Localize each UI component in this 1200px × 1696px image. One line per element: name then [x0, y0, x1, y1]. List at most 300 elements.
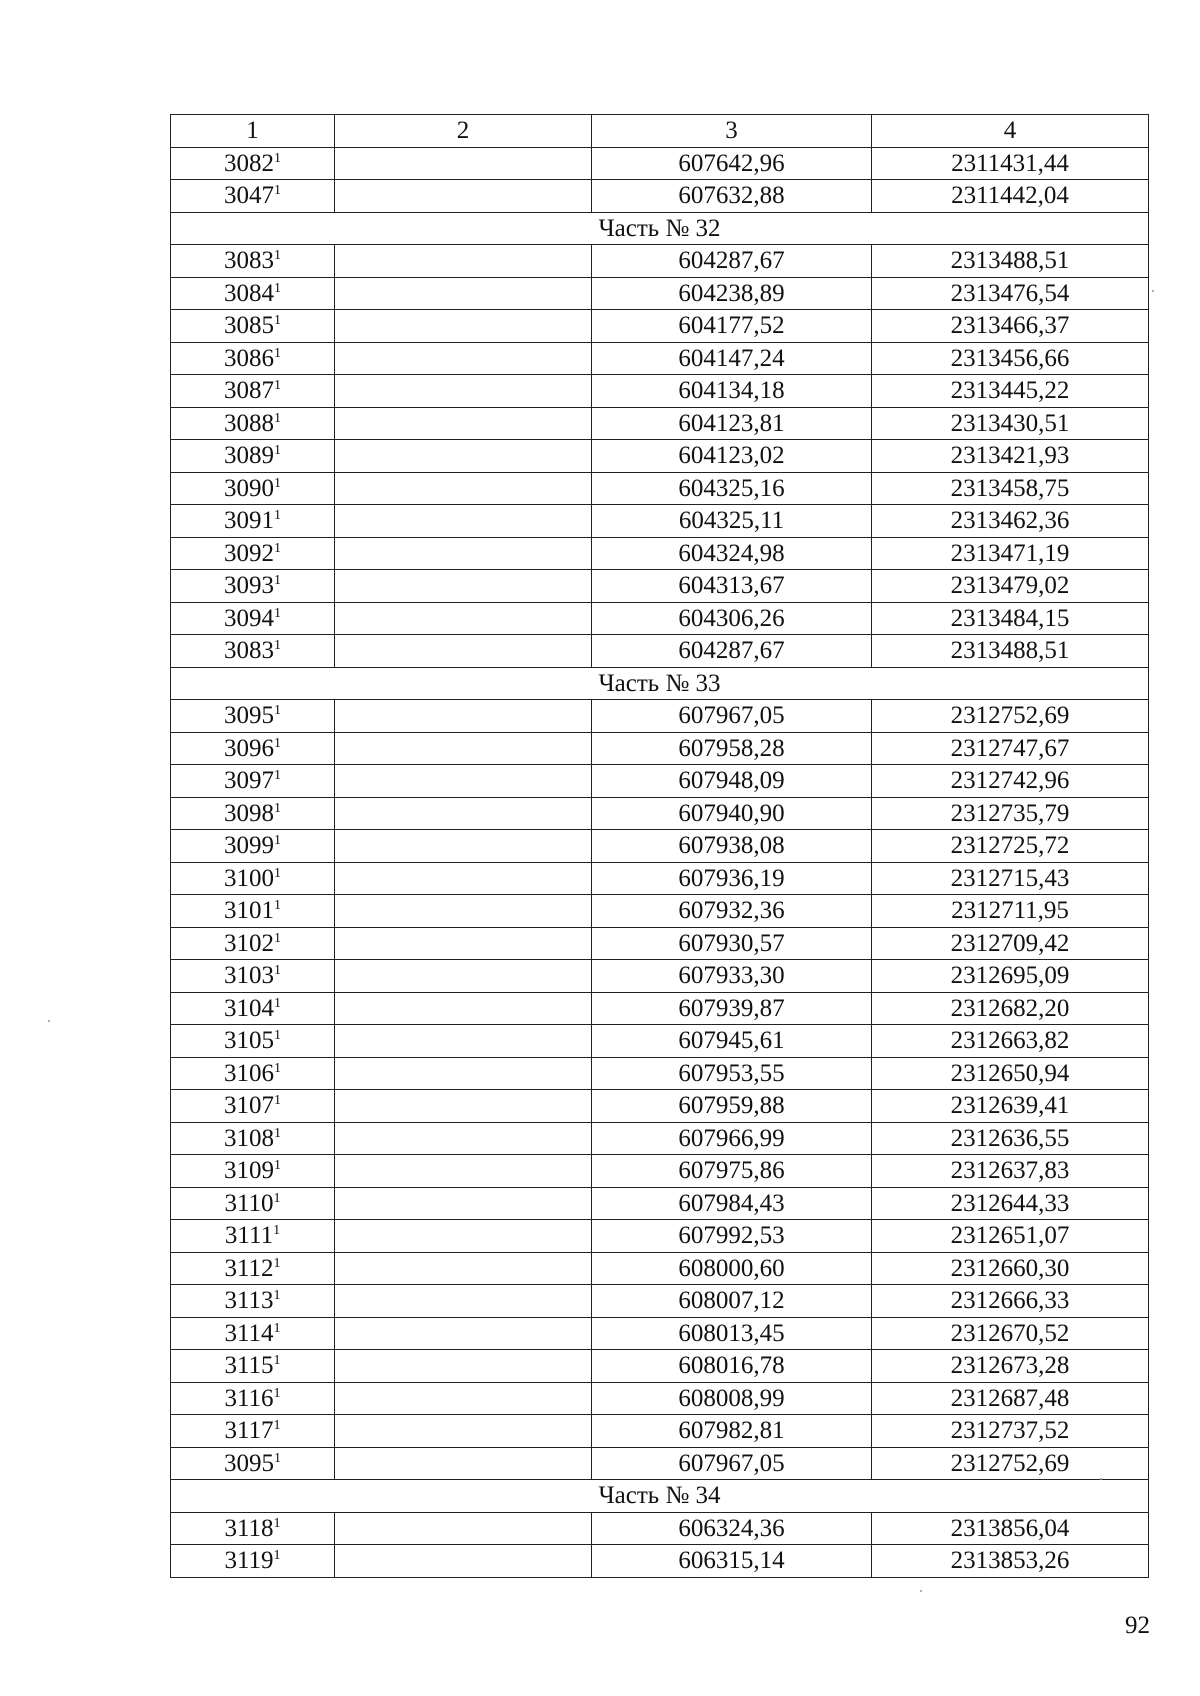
point-number-superscript: 1 — [274, 1125, 281, 1141]
table-row — [171, 862, 1149, 895]
coordinate-x-cell: 607642,96 — [592, 147, 872, 180]
point-number-cell — [171, 1155, 335, 1188]
point-number: 3085 — [224, 312, 274, 340]
point-number-cell — [171, 472, 335, 505]
coordinate-x-cell: 607948,09 — [592, 765, 872, 798]
scan-speck — [1100, 1478, 1102, 1480]
coordinate-y-cell: 2312752,69 — [872, 1447, 1149, 1480]
table-row — [171, 147, 1149, 180]
coordinate-x-cell: 607632,88 — [592, 180, 872, 213]
point-number: 3109 — [224, 1157, 274, 1185]
point-number: 3114 — [224, 1319, 274, 1347]
point-number-cell — [171, 277, 335, 310]
point-number-cell — [171, 537, 335, 570]
point-number-superscript: 1 — [274, 833, 281, 849]
table-row — [171, 635, 1149, 668]
point-number-cell — [171, 862, 335, 895]
empty-cell — [335, 1317, 592, 1350]
empty-cell — [335, 1545, 592, 1578]
table-row — [171, 1155, 1149, 1188]
point-number: 3108 — [224, 1124, 274, 1152]
table-row — [171, 1187, 1149, 1220]
table-row — [171, 1220, 1149, 1253]
coordinate-y-cell: 2312636,55 — [872, 1122, 1149, 1155]
coordinate-y-cell: 2313462,36 — [872, 505, 1149, 538]
coordinate-x-cell: 607939,87 — [592, 992, 872, 1025]
point-number-superscript: 1 — [274, 443, 281, 459]
section-row — [171, 212, 1149, 245]
point-number-cell — [171, 310, 335, 343]
empty-cell — [335, 700, 592, 733]
empty-cell — [335, 895, 592, 928]
table-row — [171, 927, 1149, 960]
point-number: 3098 — [224, 799, 274, 827]
point-number-superscript: 1 — [273, 1385, 281, 1401]
coordinate-y-cell: 2313456,66 — [872, 342, 1149, 375]
coordinate-y-cell: 2313430,51 — [872, 407, 1149, 440]
point-number-cell — [171, 830, 335, 863]
table-row — [171, 375, 1149, 408]
empty-cell — [335, 147, 592, 180]
empty-cell — [335, 1122, 592, 1155]
coordinate-y-cell: 2312637,83 — [872, 1155, 1149, 1188]
coordinate-y-cell: 2312666,33 — [872, 1285, 1149, 1318]
section-title: Часть № 34 — [171, 1480, 1149, 1513]
coordinate-x-cell: 604287,67 — [592, 245, 872, 278]
point-number: 3093 — [224, 572, 274, 600]
point-number-superscript: 1 — [273, 1190, 281, 1206]
scan-speck — [48, 1020, 50, 1022]
empty-cell — [335, 765, 592, 798]
empty-cell — [335, 797, 592, 830]
point-number-cell — [171, 1285, 335, 1318]
coordinate-y-cell: 2311442,04 — [872, 180, 1149, 213]
coordinate-x-cell: 607992,53 — [592, 1220, 872, 1253]
point-number-cell — [171, 147, 335, 180]
coordinate-x-cell: 607984,43 — [592, 1187, 872, 1220]
point-number-cell — [171, 992, 335, 1025]
coordinates-table — [170, 114, 1149, 1578]
point-number-superscript: 1 — [274, 573, 281, 589]
table-row — [171, 505, 1149, 538]
empty-cell — [335, 830, 592, 863]
coordinate-y-cell: 2313856,04 — [872, 1512, 1149, 1545]
point-number-superscript: 1 — [274, 280, 281, 296]
point-number: 3095 — [224, 702, 274, 730]
coordinate-x-cell: 607930,57 — [592, 927, 872, 960]
empty-cell — [335, 1350, 592, 1383]
table-row — [171, 1415, 1149, 1448]
point-number-superscript: 1 — [274, 1060, 281, 1076]
empty-cell — [335, 732, 592, 765]
point-number-cell — [171, 1317, 335, 1350]
coordinate-x-cell: 606315,14 — [592, 1545, 872, 1578]
point-number-cell — [171, 732, 335, 765]
coordinate-y-cell: 2312644,33 — [872, 1187, 1149, 1220]
coordinate-y-cell: 2312663,82 — [872, 1025, 1149, 1058]
coordinate-x-cell: 607933,30 — [592, 960, 872, 993]
table-row — [171, 830, 1149, 863]
empty-cell — [335, 537, 592, 570]
coordinate-y-cell: 2312747,67 — [872, 732, 1149, 765]
point-number-superscript: 1 — [274, 1028, 281, 1044]
point-number-superscript: 1 — [273, 1288, 281, 1304]
point-number-cell — [171, 602, 335, 635]
coordinate-y-cell: 2312650,94 — [872, 1057, 1149, 1090]
coordinate-y-cell: 2312725,72 — [872, 830, 1149, 863]
header-cell-2: 2 — [335, 115, 592, 148]
point-number-cell — [171, 1122, 335, 1155]
point-number-superscript: 1 — [274, 1450, 281, 1466]
table-row — [171, 1025, 1149, 1058]
coordinate-x-cell: 608000,60 — [592, 1252, 872, 1285]
table-row — [171, 1317, 1149, 1350]
point-number-cell — [171, 1057, 335, 1090]
table-row — [171, 895, 1149, 928]
point-number-superscript: 1 — [273, 1320, 281, 1336]
point-number-superscript: 1 — [274, 183, 281, 199]
empty-cell — [335, 602, 592, 635]
empty-cell — [335, 1447, 592, 1480]
empty-cell — [335, 1285, 592, 1318]
header-row — [171, 115, 1149, 148]
coordinate-y-cell: 2312715,43 — [872, 862, 1149, 895]
table-row — [171, 1057, 1149, 1090]
header-cell-3: 3 — [592, 115, 872, 148]
empty-cell — [335, 1187, 592, 1220]
point-number-cell — [171, 1545, 335, 1578]
table-row — [171, 960, 1149, 993]
point-number: 3083 — [224, 637, 274, 665]
coordinate-y-cell: 2312695,09 — [872, 960, 1149, 993]
point-number-cell — [171, 1415, 335, 1448]
point-number-superscript: 1 — [274, 865, 281, 881]
coordinate-y-cell: 2313488,51 — [872, 635, 1149, 668]
empty-cell — [335, 960, 592, 993]
coordinate-y-cell: 2312687,48 — [872, 1382, 1149, 1415]
point-number: 3106 — [224, 1059, 274, 1087]
point-number-cell — [171, 505, 335, 538]
coordinate-y-cell: 2312651,07 — [872, 1220, 1149, 1253]
section-title: Часть № 33 — [171, 667, 1149, 700]
coordinate-y-cell: 2313488,51 — [872, 245, 1149, 278]
point-number-superscript: 1 — [274, 735, 281, 751]
coordinate-x-cell: 607959,88 — [592, 1090, 872, 1123]
point-number-cell — [171, 245, 335, 278]
point-number-cell — [171, 1382, 335, 1415]
point-number: 3116 — [224, 1384, 274, 1412]
table-row — [171, 407, 1149, 440]
point-number-superscript: 1 — [274, 703, 281, 719]
coordinate-y-cell: 2313458,75 — [872, 472, 1149, 505]
coordinate-x-cell: 604306,26 — [592, 602, 872, 635]
coordinate-y-cell: 2312673,28 — [872, 1350, 1149, 1383]
point-number: 3097 — [224, 767, 274, 795]
table-row — [171, 602, 1149, 635]
empty-cell — [335, 310, 592, 343]
point-number: 3084 — [224, 279, 274, 307]
coordinate-x-cell: 608008,99 — [592, 1382, 872, 1415]
coordinate-x-cell: 604324,98 — [592, 537, 872, 570]
table-body — [171, 147, 1149, 1577]
point-number-cell — [171, 895, 335, 928]
coordinate-y-cell: 2313471,19 — [872, 537, 1149, 570]
coordinate-x-cell: 608013,45 — [592, 1317, 872, 1350]
empty-cell — [335, 1252, 592, 1285]
header-cell-4: 4 — [872, 115, 1149, 148]
point-number: 3110 — [224, 1189, 274, 1217]
point-number-cell — [171, 1512, 335, 1545]
table-row — [171, 472, 1149, 505]
empty-cell — [335, 505, 592, 538]
table-row — [171, 1285, 1149, 1318]
point-number-cell — [171, 1220, 335, 1253]
point-number-superscript: 1 — [274, 638, 281, 654]
point-number: 3096 — [224, 734, 274, 762]
point-number-cell — [171, 375, 335, 408]
point-number: 3047 — [224, 182, 274, 210]
table-row — [171, 1090, 1149, 1123]
point-number-superscript: 1 — [274, 345, 281, 361]
point-number: 3107 — [224, 1092, 274, 1120]
empty-cell — [335, 1155, 592, 1188]
point-number-superscript: 1 — [274, 930, 281, 946]
point-number: 3095 — [224, 1449, 274, 1477]
point-number-superscript: 1 — [274, 508, 281, 524]
table-row — [171, 732, 1149, 765]
point-number: 3105 — [224, 1027, 274, 1055]
empty-cell — [335, 927, 592, 960]
table-row — [171, 310, 1149, 343]
coordinate-y-cell: 2312737,52 — [872, 1415, 1149, 1448]
point-number-superscript: 1 — [274, 1158, 281, 1174]
point-number: 3103 — [224, 962, 274, 990]
coordinate-y-cell: 2312639,41 — [872, 1090, 1149, 1123]
point-number-superscript: 1 — [274, 800, 281, 816]
coordinate-y-cell: 2313479,02 — [872, 570, 1149, 603]
point-number: 3092 — [224, 539, 274, 567]
coordinate-x-cell: 604123,02 — [592, 440, 872, 473]
point-number: 3091 — [224, 507, 274, 535]
coordinate-x-cell: 607958,28 — [592, 732, 872, 765]
point-number: 3112 — [224, 1254, 274, 1282]
coordinate-y-cell: 2313466,37 — [872, 310, 1149, 343]
point-number: 3100 — [224, 864, 274, 892]
empty-cell — [335, 1382, 592, 1415]
point-number-superscript: 1 — [273, 1353, 281, 1369]
coordinate-x-cell: 604147,24 — [592, 342, 872, 375]
coordinate-x-cell: 604177,52 — [592, 310, 872, 343]
point-number: 3113 — [224, 1287, 274, 1315]
point-number-cell — [171, 797, 335, 830]
empty-cell — [335, 180, 592, 213]
point-number: 3088 — [224, 409, 274, 437]
section-row — [171, 1480, 1149, 1513]
point-number-cell — [171, 440, 335, 473]
table-row — [171, 1350, 1149, 1383]
section-title: Часть № 32 — [171, 212, 1149, 245]
point-number-cell — [171, 1187, 335, 1220]
table-row — [171, 245, 1149, 278]
coordinate-x-cell: 604123,81 — [592, 407, 872, 440]
point-number-superscript: 1 — [274, 768, 281, 784]
point-number-cell — [171, 1447, 335, 1480]
coordinate-y-cell: 2312735,79 — [872, 797, 1149, 830]
coordinate-x-cell: 608016,78 — [592, 1350, 872, 1383]
point-number-superscript: 1 — [274, 313, 281, 329]
coordinate-x-cell: 604325,16 — [592, 472, 872, 505]
coordinate-x-cell: 607966,99 — [592, 1122, 872, 1155]
page-number: 92 — [1125, 1612, 1150, 1639]
empty-cell — [335, 635, 592, 668]
empty-cell — [335, 992, 592, 1025]
coordinate-x-cell: 607936,19 — [592, 862, 872, 895]
point-number: 3089 — [224, 442, 274, 470]
coordinate-y-cell: 2311431,44 — [872, 147, 1149, 180]
point-number: 3111 — [224, 1222, 274, 1250]
coordinate-y-cell: 2312709,42 — [872, 927, 1149, 960]
point-number-cell — [171, 570, 335, 603]
table-row — [171, 1447, 1149, 1480]
coordinate-x-cell: 604325,11 — [592, 505, 872, 538]
coordinate-x-cell: 606324,36 — [592, 1512, 872, 1545]
point-number: 3101 — [224, 897, 274, 925]
point-number-cell — [171, 180, 335, 213]
empty-cell — [335, 407, 592, 440]
point-number-cell — [171, 1350, 335, 1383]
point-number-cell — [171, 635, 335, 668]
coordinate-x-cell: 607975,86 — [592, 1155, 872, 1188]
point-number: 3115 — [224, 1352, 274, 1380]
coordinate-x-cell: 607982,81 — [592, 1415, 872, 1448]
coordinate-x-cell: 607932,36 — [592, 895, 872, 928]
point-number-superscript: 1 — [274, 995, 281, 1011]
scan-speck — [1152, 290, 1154, 292]
coordinate-x-cell: 607940,90 — [592, 797, 872, 830]
table-row — [171, 992, 1149, 1025]
coordinate-x-cell: 608007,12 — [592, 1285, 872, 1318]
coordinate-y-cell: 2312742,96 — [872, 765, 1149, 798]
table-row — [171, 277, 1149, 310]
coordinate-x-cell: 604313,67 — [592, 570, 872, 603]
point-number-superscript: 1 — [274, 1093, 281, 1109]
point-number-superscript: 1 — [273, 1548, 281, 1564]
coordinate-y-cell: 2312682,20 — [872, 992, 1149, 1025]
point-number-cell — [171, 765, 335, 798]
table-row — [171, 1545, 1149, 1578]
point-number: 3082 — [224, 149, 274, 177]
point-number: 3090 — [224, 474, 274, 502]
empty-cell — [335, 375, 592, 408]
point-number: 3083 — [224, 247, 274, 275]
point-number-superscript: 1 — [274, 898, 281, 914]
coordinate-y-cell: 2312660,30 — [872, 1252, 1149, 1285]
point-number-cell — [171, 1252, 335, 1285]
empty-cell — [335, 245, 592, 278]
point-number: 3086 — [224, 344, 274, 372]
table-row — [171, 440, 1149, 473]
table-header — [171, 115, 1149, 148]
coordinate-y-cell: 2313484,15 — [872, 602, 1149, 635]
empty-cell — [335, 1415, 592, 1448]
table-row — [171, 1122, 1149, 1155]
point-number-superscript: 1 — [274, 605, 281, 621]
point-number-superscript: 1 — [274, 378, 281, 394]
coordinate-x-cell: 604134,18 — [592, 375, 872, 408]
point-number: 3104 — [224, 994, 274, 1022]
point-number-superscript: 1 — [274, 540, 281, 556]
empty-cell — [335, 1057, 592, 1090]
coordinate-x-cell: 604238,89 — [592, 277, 872, 310]
coordinate-y-cell: 2313476,54 — [872, 277, 1149, 310]
point-number: 3119 — [224, 1547, 274, 1575]
coordinate-y-cell: 2312670,52 — [872, 1317, 1149, 1350]
point-number-cell — [171, 1090, 335, 1123]
point-number-cell — [171, 700, 335, 733]
empty-cell — [335, 440, 592, 473]
coordinate-y-cell: 2312752,69 — [872, 700, 1149, 733]
empty-cell — [335, 472, 592, 505]
point-number-cell — [171, 342, 335, 375]
point-number-superscript: 1 — [273, 1418, 281, 1434]
table-row — [171, 1252, 1149, 1285]
empty-cell — [335, 277, 592, 310]
empty-cell — [335, 1090, 592, 1123]
empty-cell — [335, 862, 592, 895]
point-number-superscript: 1 — [274, 475, 281, 491]
coordinate-y-cell: 2313853,26 — [872, 1545, 1149, 1578]
table-row — [171, 765, 1149, 798]
point-number-cell — [171, 960, 335, 993]
coordinate-y-cell: 2313421,93 — [872, 440, 1149, 473]
coordinate-x-cell: 607953,55 — [592, 1057, 872, 1090]
coordinate-x-cell: 607938,08 — [592, 830, 872, 863]
coordinate-y-cell: 2312711,95 — [872, 895, 1149, 928]
coordinate-x-cell: 607967,05 — [592, 700, 872, 733]
table-row — [171, 700, 1149, 733]
coordinate-y-cell: 2313445,22 — [872, 375, 1149, 408]
table-row — [171, 1512, 1149, 1545]
point-number: 3117 — [224, 1417, 274, 1445]
point-number: 3087 — [224, 377, 274, 405]
table-row — [171, 1382, 1149, 1415]
point-number-superscript: 1 — [273, 1223, 281, 1239]
empty-cell — [335, 570, 592, 603]
point-number: 3099 — [224, 832, 274, 860]
coordinate-x-cell: 607945,61 — [592, 1025, 872, 1058]
scan-speck — [920, 1590, 922, 1592]
point-number-superscript: 1 — [273, 1515, 281, 1531]
point-number-superscript: 1 — [274, 248, 281, 264]
section-row — [171, 667, 1149, 700]
table-row — [171, 797, 1149, 830]
point-number: 3118 — [224, 1514, 274, 1542]
table-row — [171, 180, 1149, 213]
header-cell-1: 1 — [171, 115, 335, 148]
table-row — [171, 570, 1149, 603]
coordinate-x-cell: 607967,05 — [592, 1447, 872, 1480]
point-number-cell — [171, 927, 335, 960]
coordinate-x-cell: 604287,67 — [592, 635, 872, 668]
point-number-superscript: 1 — [274, 150, 281, 166]
empty-cell — [335, 1512, 592, 1545]
point-number-cell — [171, 1025, 335, 1058]
point-number-superscript: 1 — [274, 410, 281, 426]
point-number-superscript: 1 — [273, 1255, 281, 1271]
empty-cell — [335, 1025, 592, 1058]
empty-cell — [335, 1220, 592, 1253]
point-number: 3094 — [224, 604, 274, 632]
